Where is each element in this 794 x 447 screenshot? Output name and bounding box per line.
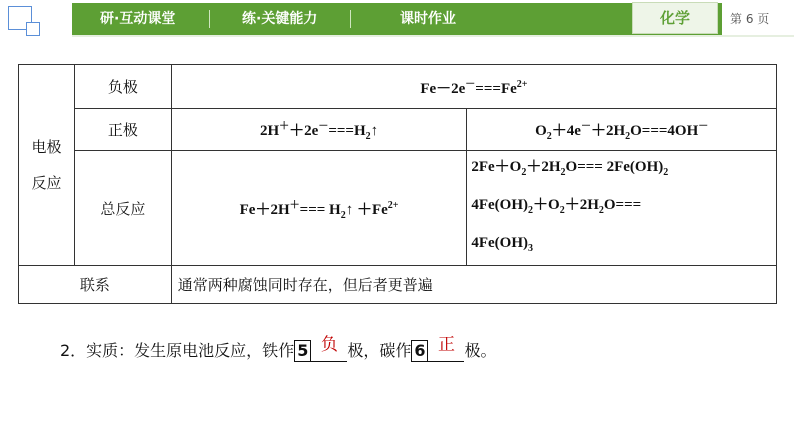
tab-homework[interactable]: 课时作业 <box>400 11 456 27</box>
nav-separator <box>350 10 351 28</box>
negative-equation: $Fe-2e^-===Fe^{2+}$ <box>171 65 776 109</box>
electrode-reaction-table <box>18 64 777 304</box>
logo-square-small <box>26 22 40 36</box>
link-label: 联系 <box>19 266 172 304</box>
total-oxygen-line2: $4Fe(OH)_2+O_2+2H_2O===$ <box>471 197 642 216</box>
table-row <box>19 109 777 151</box>
essence-statement <box>60 336 497 362</box>
answer-negative: 负 <box>320 335 338 355</box>
top-navbar <box>72 3 722 35</box>
table-row <box>19 151 777 266</box>
tab-research-classroom[interactable]: 研·互动课堂 <box>100 11 176 27</box>
total-equation-acid: $Fe+2H^+=== H_2↑ +Fe^{2+}$ <box>171 151 467 266</box>
link-text: 通常两种腐蚀同时存在，但后者更普遍 <box>171 266 776 304</box>
group-label-line2: 反应 <box>31 174 62 192</box>
nav-underline <box>72 35 794 37</box>
nav-separator <box>209 10 210 28</box>
tab-key-abilities[interactable]: 练·关键能力 <box>242 11 318 27</box>
total-oxygen-line1: $2Fe+O_2+2H_2O=== 2Fe(OH)_2$ <box>471 159 669 178</box>
answer-blank-2 <box>428 336 464 362</box>
electrode-reaction-label <box>19 65 75 266</box>
positive-equation-acid: $2H^++2e^-===H_2↑$ <box>171 109 467 151</box>
summary-middle: 极，碳作 <box>347 341 412 360</box>
summary-suffix: 极。 <box>464 341 497 360</box>
positive-equation-oxygen: $O_2+4e^-+2H_2O===4OH^-$ <box>467 109 777 151</box>
blank-number-5: 5 <box>294 340 311 362</box>
blank-number-6: 6 <box>411 340 428 362</box>
answer-blank-1 <box>311 336 347 362</box>
page-number: 第 6 页 <box>730 12 770 26</box>
group-label-line1: 电极 <box>31 138 62 156</box>
summary-prefix: 2．实质：发生原电池反应，铁作 <box>60 341 295 360</box>
positive-label: 正极 <box>74 109 171 151</box>
total-reaction-label: 总反应 <box>74 151 171 266</box>
negative-label: 负极 <box>74 65 171 109</box>
table-row <box>19 266 777 304</box>
corner-logo-icon <box>6 4 46 40</box>
total-equation-oxygen <box>467 151 777 266</box>
tab-chemistry-active[interactable]: 化学 <box>632 2 718 34</box>
answer-positive: 正 <box>437 335 455 355</box>
table-row <box>19 65 777 109</box>
total-oxygen-line3: $4Fe(OH)_3$ <box>471 235 534 254</box>
